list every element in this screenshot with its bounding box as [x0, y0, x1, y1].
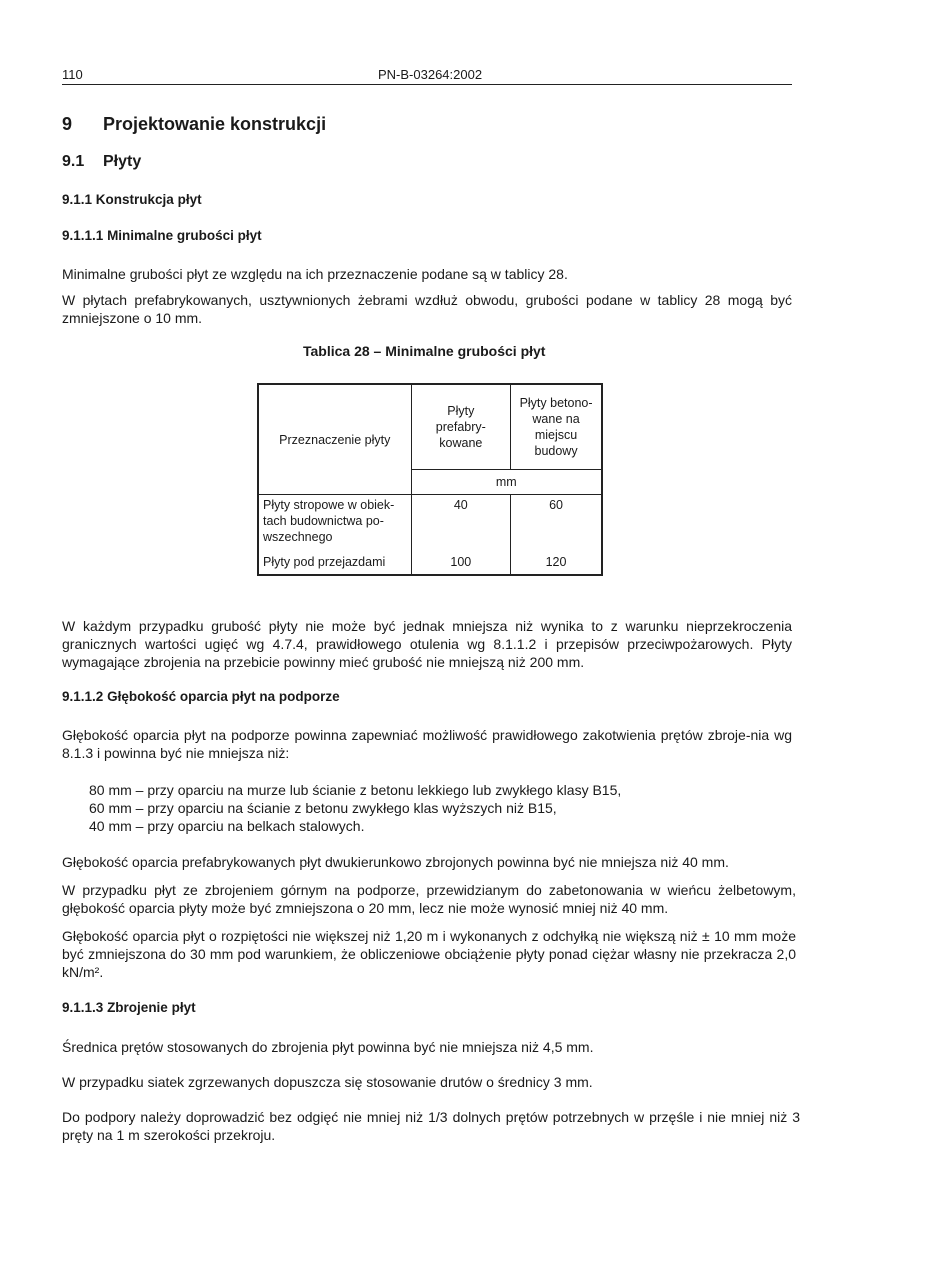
table-unit: mm — [411, 470, 602, 495]
page-number: 110 — [62, 67, 83, 82]
list-item: 40 mm – przy oparciu na belkach stalowych. — [89, 818, 365, 834]
table-cell-cast: 60 — [511, 495, 602, 550]
heading-9-number: 9 — [62, 114, 73, 134]
heading-9-title: Projektowanie konstrukcji — [103, 114, 327, 134]
list-item: 80 mm – przy oparciu na murze lub ścianie z betonu lekkiego lub zwykłego klasy B15, — [89, 782, 622, 798]
header-rule — [62, 84, 792, 85]
paragraph-1: Minimalne grubości płyt ze względu na ich przeznaczenie podane są w tablicy 28. — [62, 266, 568, 282]
table-header-cast: Płyty betono-wane na miejscu budowy — [511, 384, 602, 470]
heading-9-1-1-3 — [62, 1000, 196, 1015]
heading-9-1-1-2 — [62, 689, 340, 704]
table-28 — [257, 383, 603, 576]
heading-9-1-1-number: 9.1.1 — [62, 192, 93, 207]
heading-9-1-1-2-title: Głębokość oparcia płyt na podporze — [107, 689, 340, 704]
heading-9-1-1-3-number: 9.1.1.3 — [62, 1000, 104, 1015]
table-cell-prefab: 40 — [411, 495, 511, 550]
standard-id: PN-B-03264:2002 — [378, 67, 483, 82]
table-cell-prefab: 100 — [411, 550, 511, 575]
paragraph-8: Średnica prętów stosowanych do zbrojenia płyt powinna być nie mniejsza niż 4,5 mm. — [62, 1039, 594, 1055]
heading-9-1-1-1-title: Minimalne grubości płyt — [107, 228, 262, 243]
heading-9-1 — [62, 153, 142, 171]
paragraph-6: W przypadku płyt ze zbrojeniem górnym na podporze, przewidzianym do zabetonowania w wieńcu żelbetowym, głębokość oparcia płyty może być zmniejszona o 20 mm, lecz nie może wynosić mniej niż 40 mm. — [62, 882, 796, 916]
paragraph-10: Do podpory należy doprowadzić bez odgięć nie mniej niż 1/3 dolnych prętów potrzebnych w przęśle i nie mniej niż 3 pręty na 1 m szerokości przekroju. — [62, 1109, 800, 1143]
heading-9-1-1-title: Konstrukcja płyt — [95, 192, 202, 207]
table-caption: Tablica 28 – Minimalne grubości płyt — [303, 343, 546, 359]
table-header-purpose: Przeznaczenie płyty — [258, 384, 411, 495]
heading-9-1-1-1-number: 9.1.1.1 — [62, 228, 104, 243]
paragraph-7: Głębokość oparcia płyt o rozpiętości nie większej niż 1,20 m i wykonanych z odchyłką nie większą niż ± 10 mm może być zmniejszona do 30 mm pod warunkiem, że obliczeniowe obciążenie płyty ponad ciężar własny nie przekracza 2,0 kN/m². — [62, 928, 796, 980]
heading-9-1-1-2-number: 9.1.1.2 — [62, 689, 104, 704]
heading-9-1-1-3-title: Zbrojenie płyt — [107, 1000, 196, 1015]
table-header-prefab: Płyty prefabry-kowane — [411, 384, 511, 470]
table-cell-cast: 120 — [511, 550, 602, 575]
heading-9-1-title: Płyty — [103, 153, 142, 170]
table-cell-label: Płyty pod przejazdami — [258, 550, 411, 575]
table-row — [258, 495, 602, 550]
list-item: 60 mm – przy oparciu na ścianie z betonu zwykłego klas wyższych niż B15, — [89, 800, 557, 816]
paragraph-3: W każdym przypadku grubość płyty nie może być jednak mniejsza niż wynika to z warunku nieprzekroczenia granicznych wartości ugięć wg 4.7.4, prawidłowego otulenia wg 8.1.1.2 i przepisów przeciwpożarowych. Płyty wymagające zbrojenia na przebicie powinny mieć grubość nie mniejszą niż 200 mm. — [62, 618, 792, 670]
heading-9-1-number: 9.1 — [62, 153, 85, 170]
paragraph-2: W płytach prefabrykowanych, usztywnionych żebrami wzdłuż obwodu, grubości podane w tablicy 28 mogą być zmniejszone o 10 mm. — [62, 292, 792, 326]
heading-9 — [62, 114, 327, 135]
heading-9-1-1-1 — [62, 228, 262, 243]
paragraph-5: Głębokość oparcia prefabrykowanych płyt dwukierunkowo zbrojonych powinna być nie mniejsza niż 40 mm. — [62, 854, 729, 870]
list — [89, 781, 789, 835]
paragraph-4: Głębokość oparcia płyt na podporze powinna zapewniać możliwość prawidłowego zakotwienia prętów zbroje-nia wg 8.1.3 i powinna być nie mniejsza niż: — [62, 727, 792, 761]
paragraph-9: W przypadku siatek zgrzewanych dopuszcza się stosowanie drutów o średnicy 3 mm. — [62, 1074, 593, 1090]
table-cell-label: Płyty stropowe w obiek-tach budownictwa po-wszechnego — [258, 495, 411, 550]
heading-9-1-1 — [62, 192, 202, 207]
table-row — [258, 550, 602, 575]
